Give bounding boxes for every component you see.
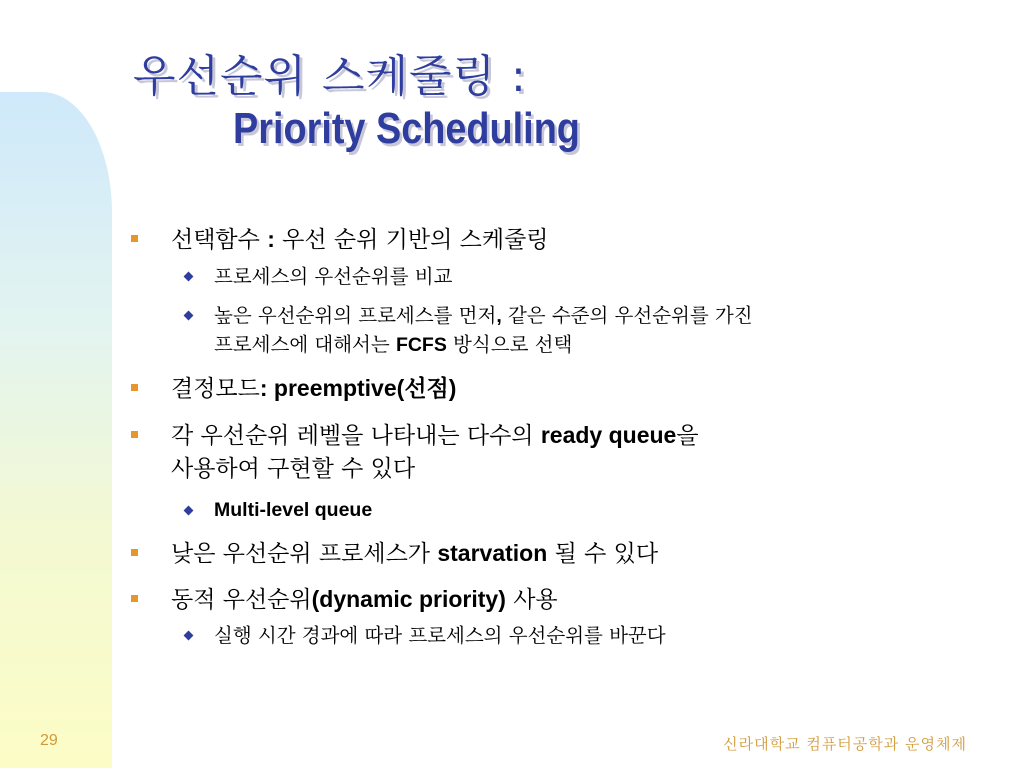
sub-bullet-text: 프로세스의 우선순위를 비교 xyxy=(214,265,453,288)
bullet-text: 선택함수 : 우선 순위 기반의 스케줄링 xyxy=(171,226,549,253)
sub-bullet-text: Multi-level queue xyxy=(214,499,373,521)
diamond-bullet-icon xyxy=(184,631,194,641)
sub-bullet-text-line2: 프로세스에 대해서는 FCFS 방식으로 선택 xyxy=(214,333,573,356)
bullet-text-line1: 각 우선순위 레벨을 나타내는 다수의 ready queue을 xyxy=(171,422,699,449)
square-bullet-icon xyxy=(131,595,138,602)
square-bullet-icon xyxy=(131,549,138,556)
square-bullet-icon xyxy=(131,235,138,242)
square-bullet-icon xyxy=(131,384,138,391)
title-english: Priority Scheduling xyxy=(233,104,580,153)
square-bullet-icon xyxy=(131,431,138,438)
bullet-text: 결정모드: preemptive(선점) xyxy=(171,375,457,402)
page-number: 29 xyxy=(40,732,58,749)
bullet-text-line2: 사용하여 구현할 수 있다 xyxy=(171,456,416,482)
diamond-bullet-icon xyxy=(184,506,194,516)
bullet-text: 동적 우선순위(dynamic priority) 사용 xyxy=(171,586,558,613)
title-korean: 우선순위 스케줄링 : xyxy=(133,51,527,102)
footer-organization: 신라대학교 컴퓨터공학과 운영체제 xyxy=(723,735,967,753)
sub-bullet-text: 실행 시간 경과에 따라 프로세스의 우선순위를 바꾼다 xyxy=(214,624,666,647)
diamond-bullet-icon xyxy=(184,272,194,282)
sub-bullet-text-line1: 높은 우선순위의 프로세스를 먼저, 같은 수준의 우선순위를 가진 xyxy=(214,304,753,327)
bullet-text: 낮은 우선순위 프로세스가 starvation 될 수 있다 xyxy=(171,540,659,567)
diamond-bullet-icon xyxy=(184,311,194,321)
